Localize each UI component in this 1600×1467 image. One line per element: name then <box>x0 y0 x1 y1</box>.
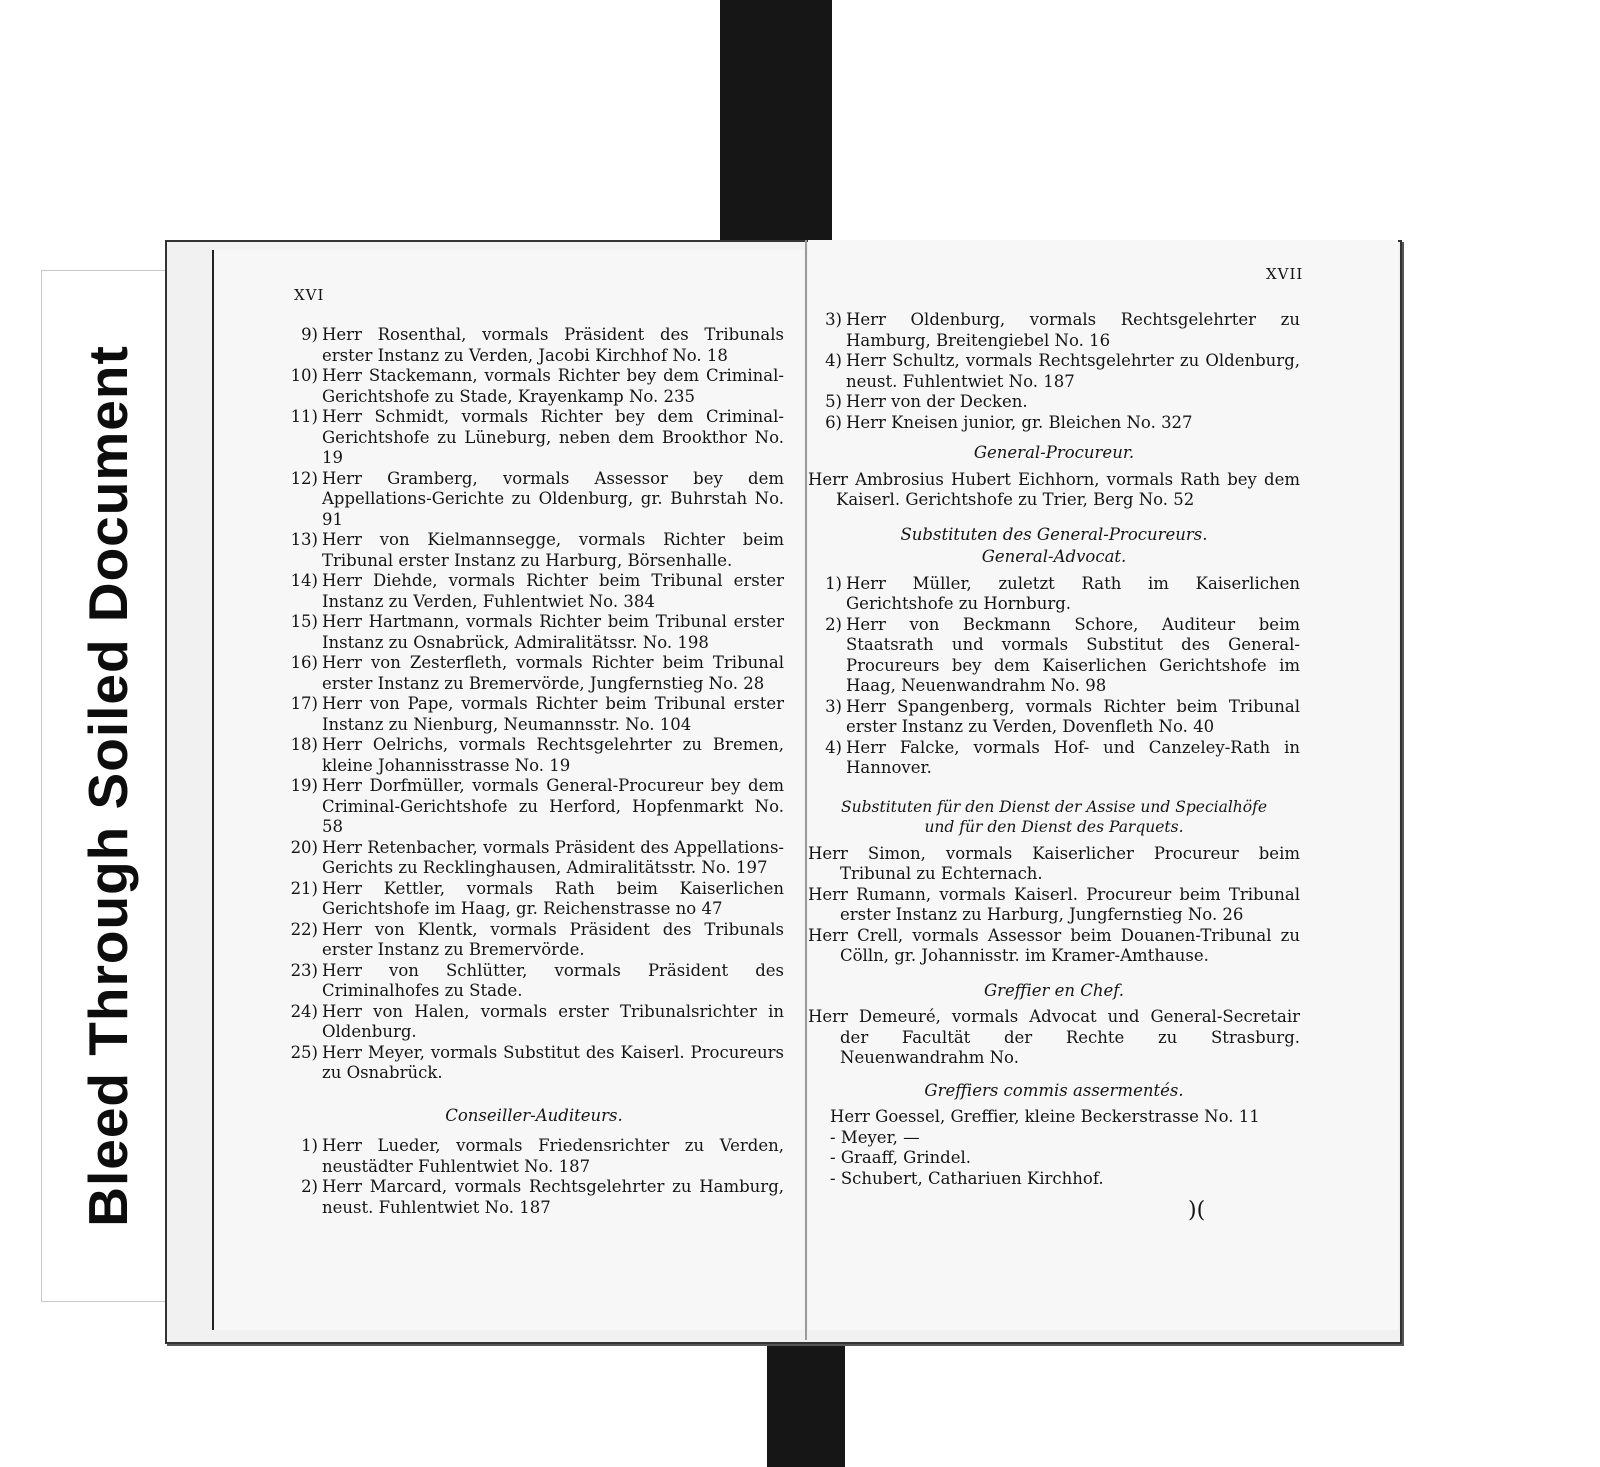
item-text: Herr von Zesterfleth, vormals Richter beim Tribunal erster Instanz zu Bremervörde, Jungfernstieg No. 28 <box>322 653 784 693</box>
item-text: Herr Rosenthal, vormals Präsident des Tribunals erster Instanz zu Verden, Jacobi Kirchhof No. 18 <box>322 325 784 365</box>
list-item <box>808 392 1300 413</box>
item-text: Herr Spangenberg, vormals Richter beim Tribunal erster Instanz zu Verden, Dovenfleth No. 40 <box>846 696 1300 736</box>
right-text-column <box>808 310 1300 1189</box>
right-entries <box>808 310 1300 433</box>
left-page <box>212 250 804 1330</box>
list-item <box>284 961 784 1002</box>
item-number: 15) <box>290 612 318 631</box>
assise-list <box>808 844 1300 967</box>
item-text: Herr von Pape, vormals Richter beim Tribunal erster Instanz zu Nienburg, Neumannsstr. No. 104 <box>322 694 784 734</box>
item-number: 2) <box>301 1177 318 1196</box>
list-item: - Graaff, Grindel. <box>830 1148 972 1167</box>
assise-heading-1: Substituten für den Dienst der Assise und Specialhöfe <box>840 797 1268 816</box>
item-text: Herr Schmidt, vormals Richter bey dem Criminal-Gerichtshofe zu Lüneburg, neben dem Brookthor No. 19 <box>322 407 784 467</box>
item-number: 4) <box>825 737 842 757</box>
list-item: Herr Simon, vormals Kaiserlicher Procureur beim Tribunal zu Echternach. <box>808 843 1300 883</box>
item-text: Herr Lueder, vormals Friedensrichter zu Verden, neustädter Fuhlentwiet No. 187 <box>322 1136 784 1176</box>
item-number: 5) <box>825 392 842 411</box>
item-number: 4) <box>825 351 842 370</box>
item-number: 16) <box>290 653 318 672</box>
item-number: 18) <box>290 735 318 754</box>
list-item <box>284 1002 784 1043</box>
left-entries <box>284 325 784 1084</box>
item-text: Herr Hartmann, vormals Richter beim Tribunal erster Instanz zu Osnabrück, Admiralitätssr. No. 198 <box>322 612 784 652</box>
item-number: 24) <box>290 1001 318 1021</box>
list-item <box>284 469 784 531</box>
item-number: 17) <box>290 694 318 713</box>
item-text: Herr Marcard, vormals Rechtsgelehrter zu Hamburg, neust. Fuhlentwiet No. 187 <box>322 1177 784 1217</box>
list-item <box>284 1043 784 1084</box>
book-spine <box>805 240 807 1340</box>
commis-heading: Greffiers commis assermentés. <box>924 1080 1184 1100</box>
item-number: 21) <box>290 878 318 898</box>
list-item <box>284 325 784 366</box>
item-number: 14) <box>290 571 318 590</box>
general-advocat-heading: General-Advocat. <box>981 547 1127 566</box>
item-text: Herr von der Decken. <box>846 392 1028 411</box>
item-text: Herr Oelrichs, vormals Rechtsgelehrter zu Bremen, kleine Johannisstrasse No. 19 <box>322 735 784 775</box>
item-text: Herr Kettler, vormals Rath beim Kaiserlichen Gerichtshofe im Haag, gr. Reichenstrasse no 47 <box>322 878 784 918</box>
item-number: 19) <box>290 776 318 795</box>
item-text: Herr von Schlütter, vormals Präsident des Criminalhofes zu Stade. <box>322 960 784 1000</box>
substituten-heading: Substituten des General-Procureurs. <box>900 524 1208 544</box>
right-page <box>808 240 1398 1330</box>
page-number-left: XVI <box>294 286 325 304</box>
list-item <box>284 920 784 961</box>
item-text: Herr Meyer, vormals Substitut des Kaiserl. Procureurs zu Osnabrück. <box>322 1042 784 1082</box>
list-item <box>808 615 1300 697</box>
item-text: Herr Gramberg, vormals Assessor bey dem Appellations-Gerichte zu Oldenburg, gr. Buhrstah No. 91 <box>322 468 784 529</box>
list-item <box>284 694 784 735</box>
list-item <box>808 738 1300 779</box>
item-number: 25) <box>290 1042 318 1062</box>
list-item: Herr Rumann, vormals Kaiserl. Procureur beim Tribunal erster Instanz zu Harburg, Jungfernstieg No. 26 <box>808 884 1300 924</box>
commis-list <box>808 1107 1300 1189</box>
end-mark: )( <box>1188 1198 1206 1223</box>
list-item <box>808 413 1300 434</box>
greffier-text: Herr Demeuré, vormals Advocat und General-Secretair der Facultät der Rechte zu Strasburg. Neuenwandrahm No. <box>808 1007 1300 1067</box>
left-text-column <box>284 325 784 1218</box>
list-item <box>808 310 1300 351</box>
assise-heading-2: und für den Dienst des Parquets. <box>924 818 1184 836</box>
list-item <box>284 776 784 838</box>
item-number: 9) <box>301 325 318 344</box>
side-label-text: Bleed Through Soiled Document <box>77 345 139 1227</box>
list-item <box>284 653 784 694</box>
list-item <box>808 574 1300 615</box>
side-label <box>41 270 175 1302</box>
item-text: Herr Schultz, vormals Rechtsgelehrter zu Oldenburg, neust. Fuhlentwiet No. 187 <box>846 351 1300 391</box>
item-text: Herr Müller, zuletzt Rath im Kaiserlichen Gerichtshofe zu Hornburg. <box>846 573 1300 613</box>
auditeurs-list <box>284 1136 784 1218</box>
list-item: Herr Crell, vormals Assessor beim Douanen-Tribunal zu Cölln, gr. Johannisstr. im Kramer-Amthause. <box>808 925 1300 965</box>
list-item: Herr Goessel, Greffier, kleine Beckerstrasse No. 11 <box>830 1107 1260 1126</box>
binding-strap-bottom <box>767 1325 845 1467</box>
item-number: 1) <box>301 1136 318 1155</box>
item-text: Herr Oldenburg, vormals Rechtsgelehrter zu Hamburg, Breitengiebel No. 16 <box>846 310 1300 350</box>
general-procureur-text: Herr Ambrosius Hubert Eichhorn, vormals Rath bey dem Kaiserl. Gerichtshofe zu Trier, Berg No. 52 <box>808 469 1300 509</box>
page-number-right: XVII <box>1266 265 1304 283</box>
item-number: 23) <box>290 960 318 980</box>
item-number: 10) <box>290 366 318 385</box>
general-procureur-heading: General-Procureur. <box>973 443 1135 462</box>
list-item <box>284 612 784 653</box>
list-item <box>808 351 1300 392</box>
item-number: 13) <box>290 530 318 549</box>
item-text: Herr von Halen, vormals erster Tribunalsrichter in Oldenburg. <box>322 1001 784 1041</box>
list-item <box>284 530 784 571</box>
greffier-heading: Greffier en Chef. <box>983 980 1125 1000</box>
item-number: 2) <box>825 614 842 634</box>
list-item: - Meyer, — <box>830 1127 920 1147</box>
list-item <box>284 879 784 920</box>
item-text: Herr Falcke, vormals Hof- und Canzeley-Rath in Hannover. <box>846 737 1300 777</box>
item-number: 12) <box>290 468 318 488</box>
list-item <box>284 838 784 879</box>
item-text: Herr Diehde, vormals Richter beim Tribunal erster Instanz zu Verden, Fuhlentwiet No. 384 <box>322 571 784 611</box>
item-text: Herr von Kielmannsegge, vormals Richter beim Tribunal erster Instanz zu Harburg, Börsenhalle. <box>322 530 784 570</box>
list-item <box>284 366 784 407</box>
auditeurs-heading: Conseiller-Auditeurs. <box>445 1105 623 1125</box>
item-number: 20) <box>290 837 318 857</box>
list-item <box>284 735 784 776</box>
list-item <box>808 697 1300 738</box>
list-item <box>284 1177 784 1218</box>
item-number: 6) <box>825 412 842 432</box>
item-number: 1) <box>825 573 842 593</box>
item-text: Herr Retenbacher, vormals Präsident des Appellations-Gerichts zu Recklinghausen, Admiralitätsstr. No. 197 <box>322 837 784 877</box>
list-item <box>284 407 784 469</box>
item-text: Herr Stackemann, vormals Richter bey dem Criminal-Gerichtshofe zu Stade, Krayenkamp No. 235 <box>322 366 784 406</box>
item-number: 3) <box>825 696 842 716</box>
binding-strap-top <box>720 0 832 270</box>
substituten-list <box>808 574 1300 779</box>
list-item <box>284 1136 784 1177</box>
item-text: Herr von Beckmann Schore, Auditeur beim Staatsrath und vormals Substitut des General-Procureurs bey dem Kaiserlichen Gerichtshofe im Haag, Neuenwandrahm No. 98 <box>846 614 1300 695</box>
item-text: Herr von Klentk, vormals Präsident des Tribunals erster Instanz zu Bremervörde. <box>322 919 784 959</box>
item-text: Herr Dorfmüller, vormals General-Procureur bey dem Criminal-Gerichtshofe zu Herford, Hopfenmarkt No. 58 <box>322 776 784 836</box>
item-number: 3) <box>825 310 842 329</box>
item-number: 22) <box>290 919 318 939</box>
item-number: 11) <box>290 407 318 426</box>
item-text: Herr Kneisen junior, gr. Bleichen No. 327 <box>846 412 1193 432</box>
list-item: - Schubert, Cathariuen Kirchhof. <box>830 1168 1104 1188</box>
list-item <box>284 571 784 612</box>
